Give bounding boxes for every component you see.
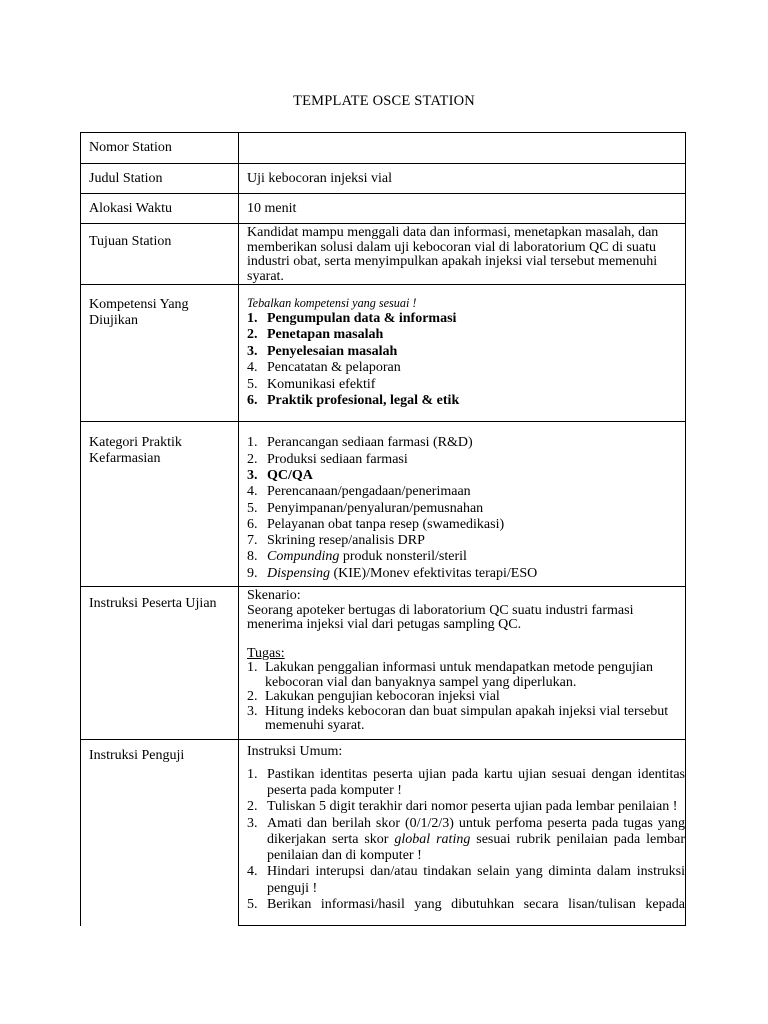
instruksi-peserta-label: Instruksi Peserta Ujian	[81, 587, 239, 740]
list-item: 6. Pelayanan obat tanpa resep (swamedikasi)	[247, 516, 505, 532]
osce-station-table	[80, 132, 686, 926]
kompetensi-cell	[239, 285, 686, 422]
list-item: 3. QC/QA	[247, 467, 313, 483]
list-item: 5. Penyimpanan/penyaluran/pemusnahan	[247, 500, 484, 516]
nomor-station-value	[239, 133, 686, 164]
list-item: 1. Lakukan penggalian informasi untuk mendapatkan metode pengujian kebocoran vial dan banyaknya sampel yang diperlukan.	[247, 660, 653, 690]
tugas-list	[247, 661, 685, 734]
list-item: 1. Perancangan sediaan farmasi (R&D)	[247, 435, 473, 451]
kompetensi-note: Tebalkan kompetensi yang sesuai !	[247, 296, 417, 311]
row-kompetensi	[81, 285, 686, 422]
list-item: 5. Berikan informasi/hasil yang dibutuhkan secara lisan/tulisan kepada	[247, 897, 685, 913]
list-item: 7. Skrining resep/analisis DRP	[247, 533, 425, 549]
nomor-station-label: Nomor Station	[81, 133, 239, 164]
kompetensi-label: Kompetensi Yang Diujikan	[81, 285, 239, 422]
list-item: 2. Tuliskan 5 digit terakhir dari nomor peserta ujian pada lembar penilaian !	[247, 799, 678, 815]
list-item: 1. Pengumpulan data & informasi	[247, 310, 457, 326]
tujuan-station-label: Tujuan Station	[81, 224, 239, 285]
alokasi-waktu-value: 10 menit	[239, 194, 686, 224]
row-nomor-station	[81, 133, 686, 164]
list-item: 5. Komunikasi efektif	[247, 376, 376, 392]
tujuan-station-value: Kandidat mampu menggali data dan informasi, menetapkan masalah, dan memberikan solusi dalam uji kebocoran vial di laboratorium QC di suatu industri obat, serta menyimpulkan apakah injeksi vial tersebut memenuhi syarat.	[239, 224, 686, 285]
list-item: 4. Hindari interupsi dan/atau tindakan selain yang diminta dalam instruksi penguji !	[247, 864, 685, 896]
row-instruksi-penguji	[81, 740, 686, 926]
instruksi-penguji-cell	[239, 740, 686, 926]
skenario-text: Seorang apoteker bertugas di laboratorium QC suatu industri farmasi menerima injeksi vial dari petugas sampling QC.	[247, 602, 634, 633]
row-kategori	[81, 422, 686, 587]
list-item: 2. Produksi sediaan farmasi	[247, 451, 408, 467]
instruksi-umum-heading: Instruksi Umum:	[247, 744, 343, 760]
tugas-label: Tugas:	[247, 645, 285, 661]
list-item: 4. Pencatatan & pelaporan	[247, 360, 401, 376]
list-item: 2. Lakukan pengujian kebocoran injeksi vial	[247, 689, 500, 705]
kategori-label: Kategori Praktik Kefarmasian	[81, 422, 239, 587]
list-item: 9. Dispensing (KIE)/Monev efektivitas terapi/ESO	[247, 565, 538, 581]
list-item: 2. Penetapan masalah	[247, 327, 384, 343]
list-item: 3. Amati dan berilah skor (0/1/2/3) untuk perfoma peserta pada tugas yang dikerjakan serta skor global rating sesuai rubrik penilaian pada lembar penilaian dan di komputer !	[247, 815, 685, 864]
page-title: TEMPLATE OSCE STATION	[293, 93, 475, 109]
kategori-cell	[239, 422, 686, 587]
list-item: 3. Hitung indeks kebocoran dan buat simpulan apakah injeksi vial tersebut memenuhi syarat.	[247, 703, 669, 734]
instruksi-umum-list	[247, 767, 685, 914]
row-instruksi-peserta	[81, 587, 686, 740]
list-item: 3. Penyelesaian masalah	[247, 343, 398, 359]
row-tujuan-station	[81, 224, 686, 285]
list-item: 4. Perencanaan/pengadaan/penerimaan	[247, 484, 471, 500]
row-judul-station	[81, 164, 686, 194]
list-item: 8. Compunding produk nonsteril/steril	[247, 549, 467, 565]
list-item: 1. Pastikan identitas peserta ujian pada kartu ujian sesuai dengan identitas peserta pada komputer !	[247, 766, 685, 798]
instruksi-peserta-cell	[239, 587, 686, 740]
judul-station-value: Uji kebocoran injeksi vial	[239, 164, 686, 194]
row-alokasi-waktu	[81, 194, 686, 224]
kategori-list	[247, 435, 685, 582]
instruksi-penguji-label: Instruksi Penguji	[81, 740, 239, 926]
alokasi-waktu-label: Alokasi Waktu	[81, 194, 239, 224]
kompetensi-list	[247, 311, 685, 410]
skenario-label: Skenario:	[247, 588, 301, 604]
list-item: 6. Praktik profesional, legal & etik	[247, 393, 460, 409]
judul-station-label: Judul Station	[81, 164, 239, 194]
